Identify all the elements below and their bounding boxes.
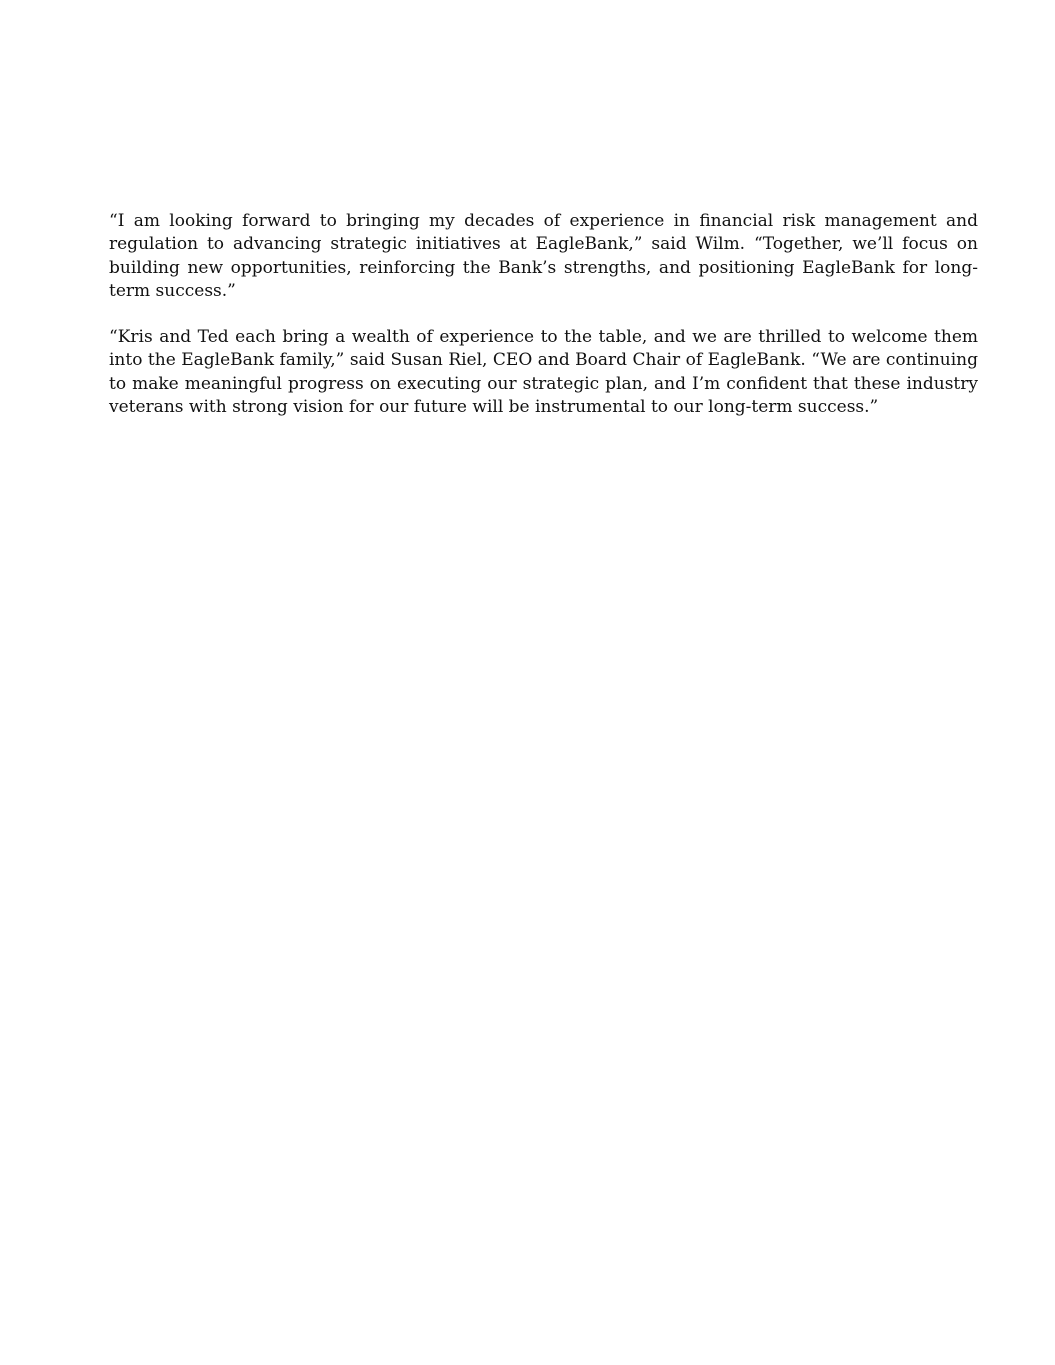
wilm-quote-paragraph: “I am looking forward to bringing my decades of experience in financial risk management and regulation to advancing strategic initiatives at EagleBank,” said Wilm. “Together, we’ll focus on building new opportunities, reinforcing the Bank’s strengths, and positioning EagleBank for long-term success.” <box>109 211 978 301</box>
riel-quote-paragraph: “Kris and Ted each bring a wealth of experience to the table, and we are thrilled to welcome them into the EagleBank family,” said Susan Riel, CEO and Board Chair of EagleBank. “We are continuing to make meaningful progress on executing our strategic plan, and I’m confident that these industry veterans with strong vision for our future will be instrumental to our long-term success.” <box>109 327 978 418</box>
document-body <box>109 210 978 442</box>
